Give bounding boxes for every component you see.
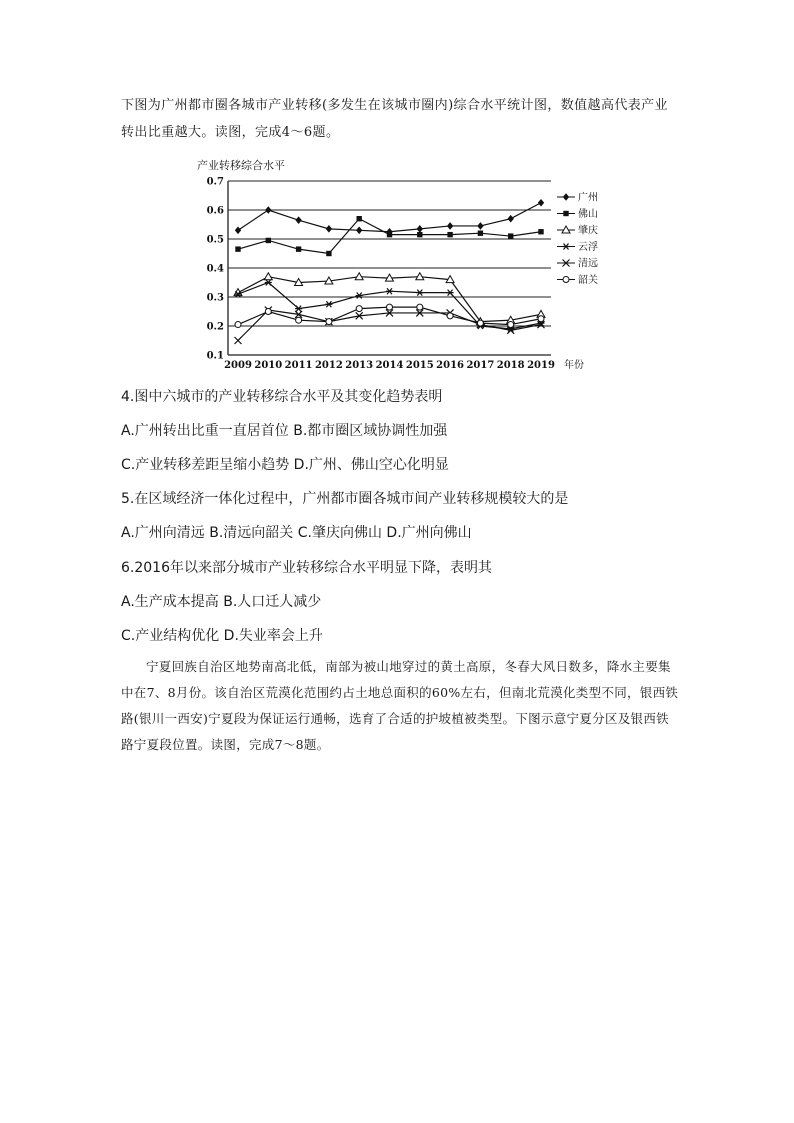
data-point-asterisk-2011 <box>295 306 302 312</box>
x-tick-label-2010: 2010 <box>254 360 283 371</box>
data-point-square-2012 <box>326 251 331 256</box>
question-5-stem: 5.在区域经济一体化过程中，广州都市圈各城市间产业转移规模较大的是 <box>121 491 569 507</box>
legend-marker-square <box>563 211 568 216</box>
series-diamond <box>235 199 544 236</box>
x-tick-label-2017: 2017 <box>466 360 495 371</box>
series-circle <box>235 304 544 327</box>
x-tick-label-2013: 2013 <box>345 360 374 371</box>
legend-item-asterisk <box>557 240 598 253</box>
data-point-diamond-2015 <box>417 225 423 233</box>
y-tick-label-0.5: 0.5 <box>206 234 224 246</box>
y-tick-label-0.1: 0.1 <box>206 350 224 362</box>
question-4-options-line-2: C.产业转移差距呈缩小趋势 D.广州、佛山空心化明显 <box>121 457 449 473</box>
data-point-square-2013 <box>357 216 362 221</box>
legend-item-circle <box>557 273 598 286</box>
data-point-asterisk-2016 <box>447 290 454 296</box>
legend-label-diamond: 广州 <box>578 192 598 204</box>
legend-label-asterisk: 云浮 <box>578 242 598 253</box>
data-point-circle-2018 <box>508 322 514 328</box>
data-point-circle-2010 <box>265 309 271 315</box>
chart-title: 产业转移综合水平 <box>197 159 285 172</box>
data-point-diamond-2010 <box>265 206 271 214</box>
x-tick-label-2014: 2014 <box>375 360 404 371</box>
data-point-circle-2014 <box>387 304 393 310</box>
question-4-options-line-1: A.广州转出比重一直居首位 B.都市圈区域协调性加强 <box>121 423 448 439</box>
legend-item-triangle <box>557 224 598 237</box>
legend-label-triangle: 肇庆 <box>578 225 598 237</box>
data-point-asterisk-2014 <box>386 288 393 294</box>
data-point-square-2014 <box>387 232 392 237</box>
data-point-square-2015 <box>417 232 422 237</box>
data-point-square-2009 <box>235 246 240 251</box>
series-line-diamond <box>238 203 541 232</box>
ningxia-paragraph: 宁夏回族自治区地势南高北低，南部为被山地穿过的黄土高原，冬春大风日数多，降水主要集中在7、8月份。该自治区荒漠化范围约占土地总面积的60%左右，但南北荒漠化类型不同，银西铁路(银川一西安)宁夏段为保证运行通畅，选育了合适的护坡植被类型。下图示意宁夏分区及银西铁路宁夏段位置。读图，完成7～8题。 <box>121 659 679 752</box>
data-point-circle-2015 <box>417 304 423 310</box>
data-point-asterisk-2012 <box>325 301 332 307</box>
legend-item-square <box>557 207 598 220</box>
x-tick-label-2012: 2012 <box>314 360 343 371</box>
data-point-square-2010 <box>266 238 271 243</box>
x-tick-label-2011: 2011 <box>284 360 313 371</box>
data-point-circle-2017 <box>477 320 483 326</box>
data-point-square-2011 <box>296 246 301 251</box>
data-point-circle-2012 <box>326 319 332 325</box>
legend-label-x: 清远 <box>578 258 598 270</box>
data-point-square-2019 <box>538 229 543 234</box>
data-point-diamond-2019 <box>538 199 544 207</box>
y-tick-label-0.2: 0.2 <box>206 321 224 333</box>
legend-marker-circle <box>563 277 569 283</box>
legend-marker-diamond <box>563 193 569 201</box>
legend-item-diamond <box>557 191 598 204</box>
series-x <box>235 307 545 344</box>
x-tick-label-2009: 2009 <box>224 360 252 371</box>
intro-text: 下图为广州都市圈各城市产业转移(多发生在该城市圈内)综合水平统计图，数值越高代表产业转出比重越大。读图，完成4～6题。 <box>121 98 668 140</box>
legend-marker-asterisk <box>563 244 570 250</box>
y-tick-label-0.7: 0.7 <box>206 176 224 188</box>
x-tick-label-2019: 2019 <box>527 360 555 371</box>
data-point-diamond-2009 <box>235 227 241 235</box>
data-point-diamond-2018 <box>508 215 514 223</box>
data-point-circle-2013 <box>356 306 362 312</box>
data-point-asterisk-2010 <box>265 280 272 286</box>
industry-transfer-line-chart <box>193 155 598 371</box>
y-tick-label-0.6: 0.6 <box>206 205 224 217</box>
y-tick-label-0.3: 0.3 <box>206 292 224 304</box>
data-point-diamond-2017 <box>477 222 483 230</box>
x-tick-label-2015: 2015 <box>405 360 434 371</box>
data-point-triangle-2010 <box>264 273 272 280</box>
legend-item-x <box>557 257 598 270</box>
data-point-circle-2009 <box>235 322 241 328</box>
data-point-square-2016 <box>447 232 452 237</box>
series-triangle <box>234 273 545 325</box>
data-point-diamond-2013 <box>356 227 362 235</box>
x-axis-title: 年份 <box>564 360 584 371</box>
legend-label-square: 佛山 <box>578 209 598 220</box>
data-point-square-2017 <box>478 231 483 236</box>
data-point-circle-2019 <box>538 316 544 322</box>
data-point-asterisk-2013 <box>356 293 363 299</box>
data-point-circle-2011 <box>296 317 302 323</box>
x-tick-label-2018: 2018 <box>496 360 525 371</box>
data-point-circle-2016 <box>447 313 453 319</box>
data-point-asterisk-2015 <box>416 290 423 296</box>
question-6-options-line-2: C.产业结构优化 D.失业率会上升 <box>121 628 323 644</box>
series-line-triangle <box>238 277 541 322</box>
legend-label-circle: 韶关 <box>578 275 598 286</box>
series-line-x <box>238 310 541 340</box>
y-tick-label-0.4: 0.4 <box>206 263 224 275</box>
data-point-diamond-2011 <box>295 216 301 224</box>
data-point-square-2018 <box>508 233 513 238</box>
x-tick-label-2016: 2016 <box>436 360 465 371</box>
data-point-triangle-2015 <box>416 273 424 280</box>
data-point-triangle-2013 <box>355 273 363 280</box>
question-6-options-line-1: A.生产成本提高 B.人口迁人减少 <box>121 594 322 610</box>
data-point-x-2009 <box>235 337 242 344</box>
question-4-stem: 4.图中六城市的产业转移综合水平及其变化趋势表明 <box>121 389 443 405</box>
question-6-stem: 6.2016年以来部分城市产业转移综合水平明显下降，表明其 <box>121 560 492 576</box>
question-5-options-line-1: A.广州向清远 B.清远向韶关 C.肇庆向佛山 D.广州向佛山 <box>121 525 472 541</box>
data-point-diamond-2016 <box>447 222 453 230</box>
data-point-diamond-2012 <box>326 225 332 233</box>
